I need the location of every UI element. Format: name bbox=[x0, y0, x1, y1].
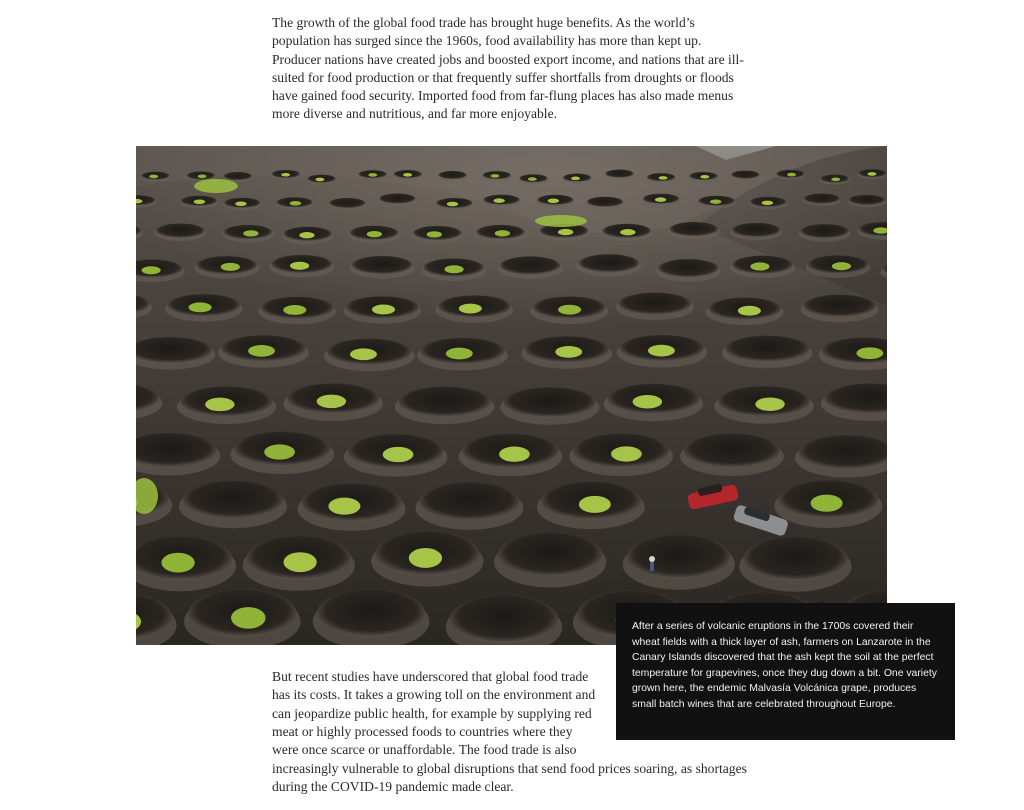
vine-pit bbox=[658, 259, 718, 277]
article-paragraph-intro: The growth of the global food trade has brought huge benefits. As the world’s population has surged since the 1960s, food availability has more than kept up. Producer nations have created jobs and boosted export income, and nations that are ill-suited for food production or that frequently suffer shortfalls from droughts or floods have gained food security. Imported food from far-flung places has also made menus more diverse and nutritious, and far more enjoyable. bbox=[272, 15, 744, 122]
grapevine bbox=[655, 197, 667, 202]
grapevine bbox=[555, 346, 582, 358]
vine-pit bbox=[627, 535, 731, 579]
photo-caption: After a series of volcanic eruptions in the 1700s covered their wheat fields with a thick layer of ash, farmers on Lanzarote in the Canary Islands discovered that the ash kept the soil at the perfect temperature for grapevines, once they dug down a bit. One variety grown here, the endemic Malvasía Volcánica grape, produces small batch wines that are celebrated throughout Europe. bbox=[616, 603, 955, 740]
grapevine bbox=[558, 229, 573, 235]
vine-pit bbox=[352, 256, 412, 274]
grapevine bbox=[283, 552, 316, 572]
grapevine bbox=[444, 265, 463, 273]
grapevine bbox=[738, 306, 761, 316]
grapevine bbox=[856, 347, 883, 359]
grapevine bbox=[221, 263, 240, 271]
grapevine bbox=[648, 345, 675, 357]
vine-pit bbox=[317, 589, 425, 637]
grapevine bbox=[328, 498, 360, 515]
grapevine bbox=[235, 202, 247, 207]
grapevine bbox=[149, 175, 158, 179]
grapevine bbox=[205, 398, 234, 412]
grapevine bbox=[194, 199, 206, 204]
grapevine bbox=[198, 174, 207, 178]
vine-pit bbox=[156, 224, 204, 238]
vine-pit bbox=[587, 197, 623, 207]
grapevine bbox=[495, 230, 510, 236]
grapevine bbox=[832, 262, 851, 270]
grapevine bbox=[403, 173, 412, 177]
grapevine bbox=[161, 553, 194, 573]
grapevine bbox=[281, 173, 290, 177]
grapevine bbox=[317, 395, 346, 409]
grapevine bbox=[750, 262, 769, 270]
vine-pit bbox=[684, 434, 780, 468]
grapevine bbox=[811, 495, 843, 512]
grapevine bbox=[231, 607, 266, 629]
grapevine bbox=[372, 305, 395, 315]
grapevine bbox=[579, 496, 611, 513]
article-paragraph-costs: But recent studies have underscored that global food trade has its costs. It takes a growing toll on the environment and can jeopardize public health, for example by supplying red meat or highly processed foods to countries where they were once scarce or unaffordable. The food trade is also bbox=[272, 669, 596, 758]
grapevine bbox=[283, 305, 306, 315]
person-body bbox=[650, 562, 654, 571]
grapevine bbox=[528, 177, 537, 181]
grapevine bbox=[290, 201, 302, 206]
vine-pit bbox=[801, 224, 849, 238]
vine-pit bbox=[419, 482, 519, 520]
vine-pit bbox=[450, 595, 558, 643]
grapevine bbox=[548, 199, 560, 204]
grapevine bbox=[787, 173, 796, 177]
grapevine bbox=[493, 198, 505, 203]
grapevine bbox=[142, 266, 161, 274]
grapevine bbox=[762, 201, 774, 206]
shrub bbox=[535, 215, 587, 227]
vine-pit bbox=[725, 336, 809, 362]
lanzarote-vineyard-photo bbox=[136, 146, 887, 645]
vine-pit bbox=[731, 171, 759, 179]
article-paragraph-costs-continued: increasingly vulnerable to global disruptions that send food prices soaring, as shortages during the COVID-19 pandemic made clear. bbox=[272, 761, 747, 795]
grapevine bbox=[367, 231, 382, 237]
vine-pit bbox=[804, 193, 840, 203]
grapevine bbox=[427, 231, 442, 237]
vine-pit bbox=[670, 222, 718, 236]
grapevine bbox=[558, 305, 581, 315]
shrub bbox=[194, 179, 238, 193]
grapevine bbox=[409, 548, 442, 568]
person bbox=[649, 556, 655, 562]
grapevine bbox=[315, 178, 324, 182]
vine-pit bbox=[579, 254, 639, 272]
grapevine bbox=[248, 345, 275, 357]
vineyard-illustration bbox=[136, 146, 887, 645]
grapevine bbox=[447, 202, 459, 207]
grapevine bbox=[867, 172, 876, 176]
grapevine bbox=[710, 199, 722, 204]
vine-pit bbox=[224, 172, 252, 180]
vine-pit bbox=[619, 293, 691, 315]
grapevine bbox=[299, 232, 314, 238]
vine-pit bbox=[804, 295, 876, 317]
vine-pit bbox=[500, 256, 560, 274]
grapevine bbox=[700, 175, 709, 179]
vine-pit bbox=[504, 387, 596, 417]
vine-pit bbox=[183, 481, 283, 519]
vine-pit bbox=[398, 387, 490, 417]
grapevine bbox=[831, 178, 840, 182]
grapevine bbox=[243, 230, 258, 236]
grapevine bbox=[459, 304, 482, 314]
grapevine bbox=[264, 444, 295, 459]
vine-pit bbox=[438, 171, 466, 179]
grapevine bbox=[755, 397, 784, 411]
vine-pit bbox=[379, 193, 415, 203]
grapevine bbox=[499, 447, 530, 462]
grapevine bbox=[368, 173, 377, 177]
grapevine bbox=[571, 177, 580, 181]
vine-pit bbox=[606, 170, 634, 178]
grapevine bbox=[611, 446, 642, 461]
vine-pit bbox=[732, 223, 780, 237]
vine-pit bbox=[743, 537, 847, 581]
grapevine bbox=[490, 174, 499, 178]
vine-pit bbox=[498, 532, 602, 576]
grapevine bbox=[383, 447, 414, 462]
grapevine bbox=[446, 348, 473, 360]
grapevine bbox=[290, 262, 309, 270]
vine-pit bbox=[329, 198, 365, 208]
grapevine bbox=[620, 229, 635, 235]
grapevine bbox=[633, 395, 662, 409]
vine-pit bbox=[849, 195, 885, 205]
grapevine bbox=[189, 302, 212, 312]
grapevine bbox=[659, 176, 668, 180]
grapevine bbox=[350, 348, 377, 360]
